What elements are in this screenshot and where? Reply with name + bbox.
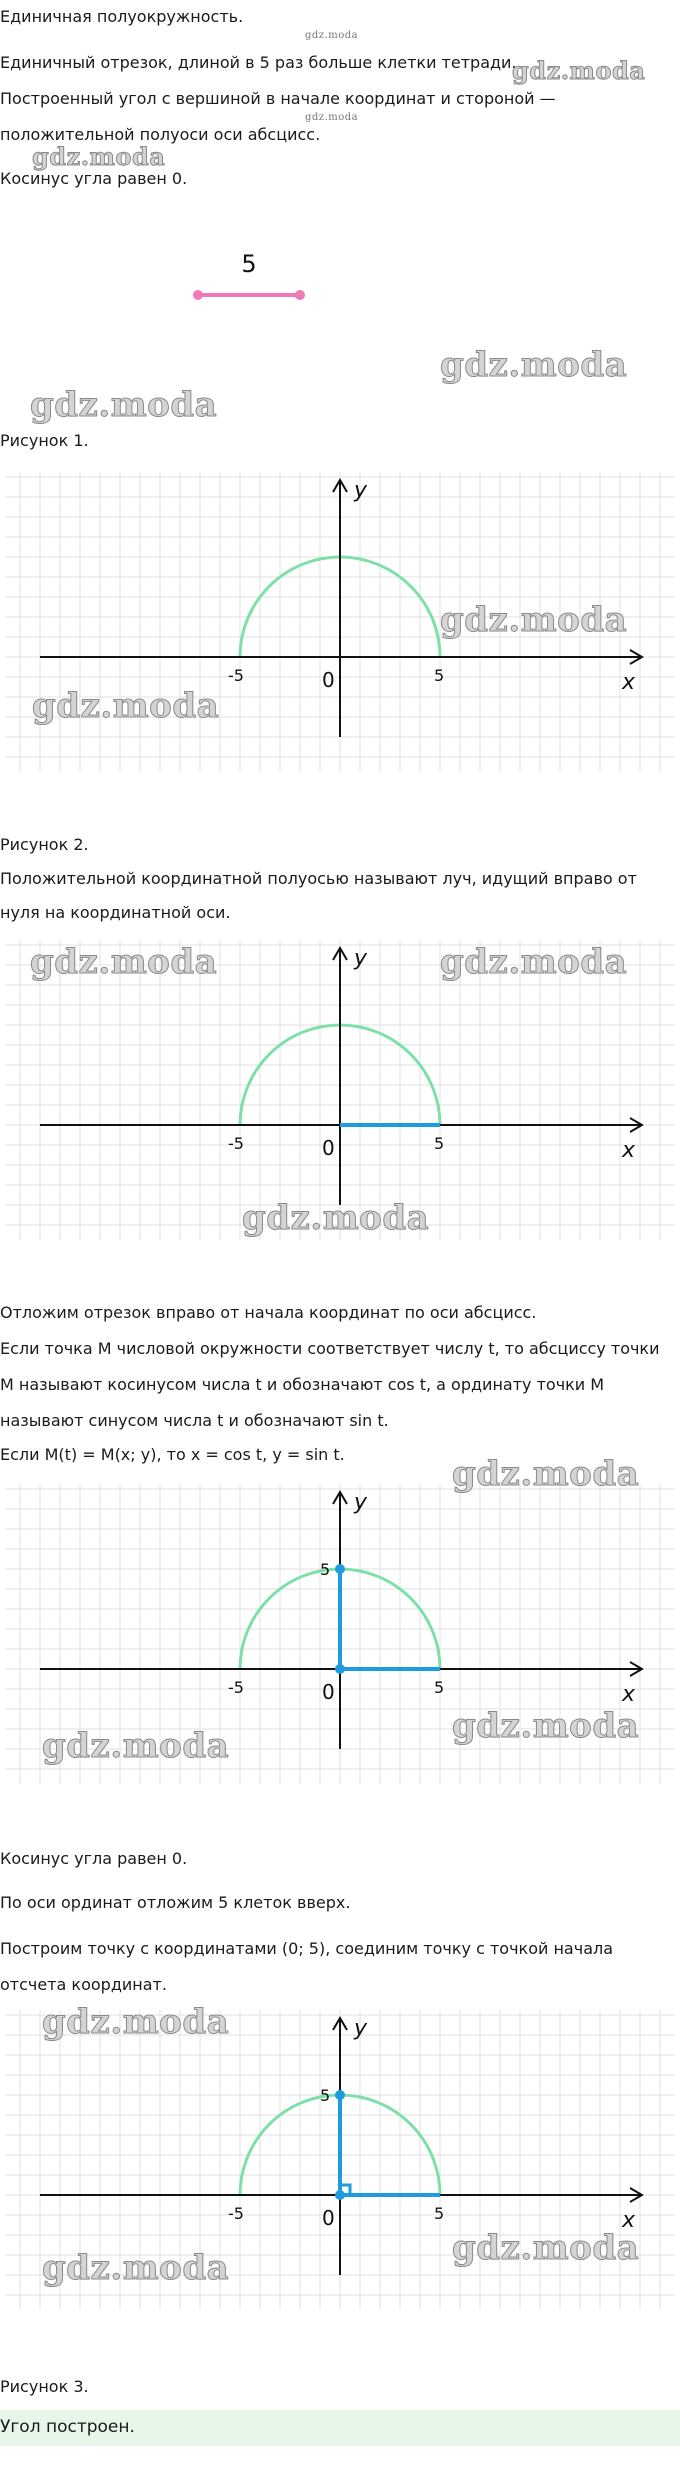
watermark: gdz.moda [512, 56, 646, 85]
y-axis-label: y [354, 946, 368, 971]
segment-end-point [295, 290, 305, 300]
tick-label-5: 5 [434, 1134, 445, 1153]
x-axis-label: x [622, 670, 636, 695]
watermark: gdz.moda [242, 1198, 430, 1238]
watermark: gdz.moda [305, 112, 359, 123]
tick-label-5: 5 [434, 666, 445, 685]
watermark: gdz.moda [42, 1726, 230, 1766]
x-axis-label: x [622, 1138, 636, 1163]
watermark: gdz.moda [42, 2248, 230, 2288]
para-3-line-5: Если M(t) = M(x; y), то x = cos t, y = sin t. [0, 1445, 345, 1464]
origin-label: 0 [322, 2206, 335, 2230]
answer-text: Угол построен. [0, 2417, 135, 2437]
figure-caption-3: Рисунок 3. [0, 2377, 89, 2396]
tick-label-5: 5 [434, 2204, 445, 2223]
origin-point [335, 1664, 345, 1674]
para-3-line-1: Отложим отрезок вправо от начала координат по оси абсцисс. [0, 1303, 537, 1322]
watermark: gdz.moda [440, 942, 628, 982]
para-4-line-3: Построим точку с координатами (0; 5), соединим точку с точкой начала [0, 1939, 614, 1958]
answer-banner [0, 2410, 680, 2446]
para-2-line-2: нуля на координатной оси. [0, 903, 231, 922]
watermark: gdz.moda [440, 600, 628, 640]
watermark: gdz.moda [305, 30, 359, 41]
point-0-5 [335, 2090, 345, 2100]
watermark: gdz.moda [32, 142, 166, 171]
y-axis-label: y [354, 1490, 368, 1515]
watermark: gdz.moda [32, 686, 220, 726]
tick-label-y-5: 5 [320, 2086, 331, 2105]
origin-label: 0 [322, 668, 335, 692]
tick-label-5: 5 [434, 1678, 445, 1697]
watermark: gdz.moda [452, 1706, 640, 1746]
tick-label-neg-5: -5 [228, 1134, 244, 1153]
segment-label: 5 [241, 250, 257, 278]
y-axis-label: y [354, 478, 368, 503]
para-3-line-4: называют синусом числа t и обозначают sin t. [0, 1411, 389, 1430]
y-axis-label: y [354, 2016, 368, 2041]
unit-segment [0, 250, 680, 310]
x-axis-label: x [622, 2208, 636, 2233]
origin-label: 0 [322, 1136, 335, 1160]
tick-label-neg-5: -5 [228, 666, 244, 685]
para-4-line-4: отсчета координат. [0, 1975, 167, 1994]
intro-line-5: Косинус угла равен 0. [0, 169, 188, 188]
origin-label: 0 [322, 1680, 335, 1704]
watermark: gdz.moda [440, 345, 628, 385]
watermark: gdz.moda [452, 2228, 640, 2268]
intro-line-1: Единичная полуокружность. [0, 7, 244, 26]
para-4-line-1: Косинус угла равен 0. [0, 1849, 188, 1868]
tick-label-neg-5: -5 [228, 2204, 244, 2223]
para-4-line-2: По оси ординат отложим 5 клеток вверх. [0, 1893, 351, 1912]
watermark: gdz.moda [452, 1454, 640, 1494]
point-0-5 [335, 1564, 345, 1574]
figure-caption-2: Рисунок 2. [0, 835, 89, 854]
watermark: gdz.moda [30, 385, 218, 425]
origin-point [335, 2190, 345, 2200]
para-3-line-2: Если точка M числовой окружности соответствует числу t, то абсциссу точки [0, 1339, 660, 1358]
intro-line-2: Единичный отрезок, длиной в 5 раз больше клетки тетради. [0, 53, 517, 72]
watermark: gdz.moda [30, 942, 218, 982]
intro-line-3: Построенный угол с вершиной в начале координат и стороной — [0, 89, 556, 108]
intro-line-4: положительной полуоси оси абсцисс. [0, 125, 321, 144]
tick-label-y-5: 5 [320, 1560, 331, 1579]
watermark: gdz.moda [42, 2002, 230, 2042]
figure-caption-1: Рисунок 1. [0, 431, 89, 450]
para-2-line-1: Положительной координатной полуосью называют луч, идущий вправо от [0, 869, 637, 888]
para-3-line-3: M называют косинусом числа t и обозначают cos t, а ординату точки M [0, 1375, 605, 1394]
tick-label-neg-5: -5 [228, 1678, 244, 1697]
x-axis-label: x [622, 1682, 636, 1707]
segment-start-point [193, 290, 203, 300]
